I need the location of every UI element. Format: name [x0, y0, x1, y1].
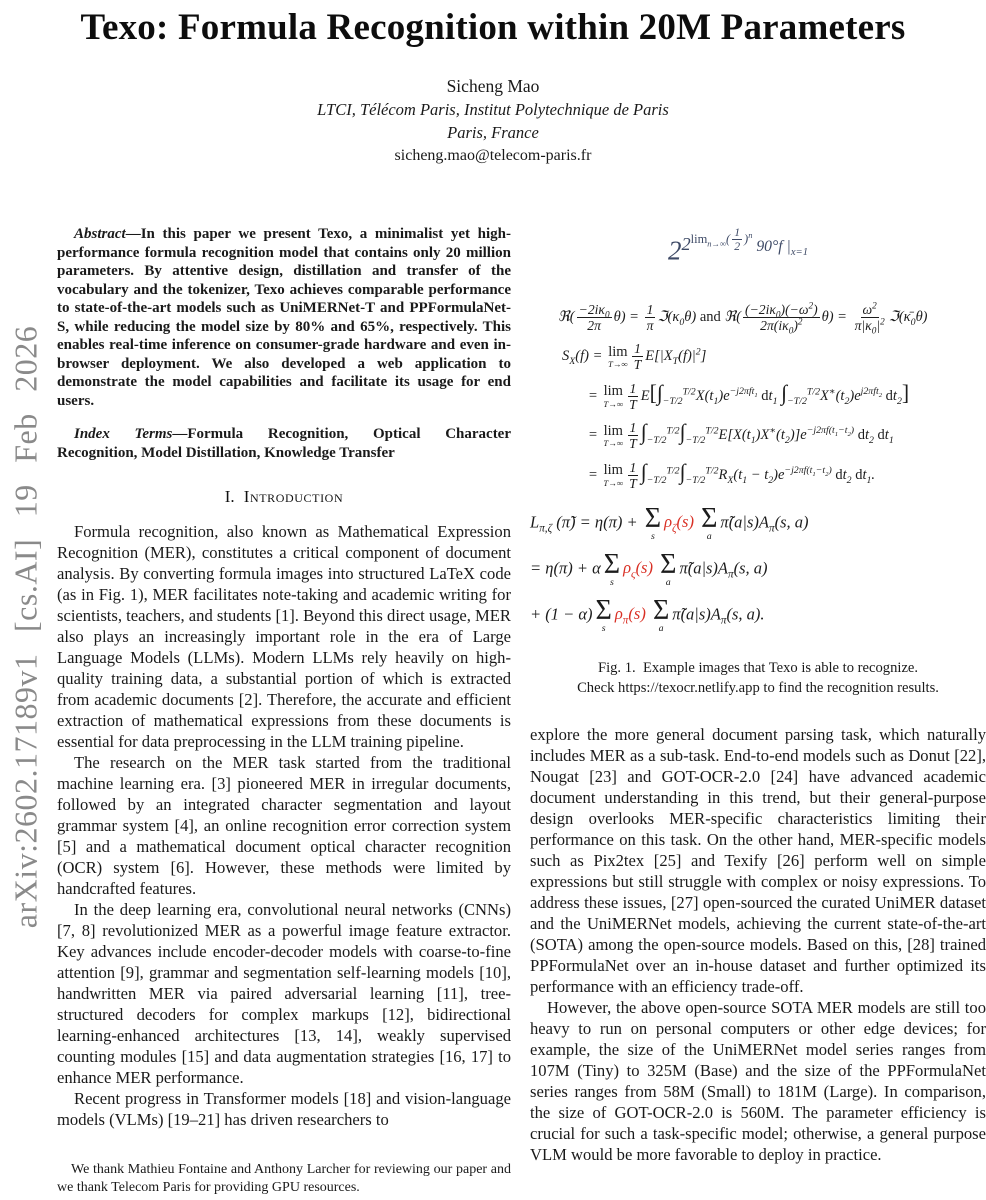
- author-affiliation: LTCI, Télécom Paris, Institut Polytechnique de Paris: [317, 100, 669, 119]
- right-column: [530, 210, 986, 1165]
- formula-real-imaginary: ℜ( $\frac{-2i\kappa_0}{2\pi}$ θ) = $\frac{1}{\pi}$ $ℑ(\kappa_0\theta)$ and ℜ( $\frac{(-2i\kappa_0)(-\omega^2)}{2\pi(i\kappa_0)^2}$ θ) = $\frac{\omega^2}{\pi|\kappa_0|^2}$ $ℑ(\kappā_0\theta)$: [558, 301, 928, 337]
- formula-line: + (1 − α) Σ s $\rho_\pi(s)$ Σ a $\pĩ(a|s)A_\pi(s$, a).: [530, 595, 765, 635]
- formula-line: $S_X(f)$ = lim T→∞ $\frac{1}{T}$ $E[|X_T(f)|^2]$: [562, 341, 707, 373]
- paragraph-intro-5: However, the above open-source SOTA MER models are still too heavy to run on personal computers or other edge devices; for example, the size of the UniMERNet model series ranges from 107M (Tiny) to 325M (Base) and the size of the PPFormulaNet series ranges from 58M (Small) to 181M (Large). In comparison, the size of GOT-OCR-2.0 is 560M. The parameter efficiency is crucial for such a task-specific model; otherwise, a general purpose VLM would be more favorable to deploy in practice.: [530, 997, 986, 1164]
- formula-line: = lim T→∞ $\frac{1}{T}$ $E[\int_{-T/2}^{T/2}X(t_1)e^{-j2\pi ft_1}$ $dt_1$ $\int_{-T/2}^{T/2}X^∗(t_2)e^{j2\pi ft_2}$ $dt_2$]: [588, 380, 910, 412]
- formula-line: = η(π) + α Σ s $\rho_\varsigma(s)$ Σ a $\pĩ(a|s)A_\pi(s$, a): [530, 549, 768, 589]
- formula-power-limit: $2^{2^{lim_{n\to\infty}( \frac{1}{2} )^n}}$ $^{90^\circ f |_{x=1}}$: [667, 226, 809, 266]
- arxiv-watermark: arXiv:2602.17189v1 [cs.AI] 19 Feb 2026: [7, 325, 44, 929]
- paragraph-intro-1: Formula recognition, also known as Mathematical Expression Recognition (MER), constitutes a critical component of document analysis. By converting formula images into structured LaTeX code (as in Fig. 1), MER facilitates note-taking and academic writing for scientists, teachers, and students [1]. Beyond this direct usage, MER also plays an increasingly important role in the era of Large Language Models (LLMs). Modern LLMs rely heavily on high-quality training data, a substantial portion of which is extracted from academic documents [2]. Therefore, the accurate and efficient extraction of mathematical expressions from these documents is essential for data preprocessing in the LLM training pipeline.: [57, 522, 511, 751]
- paragraph-intro-2: The research on the MER task started from the traditional machine learning era. [3] pioneered MER in irregular documents, followed by an integrated character segmentation and layout grammar system [4], an online recognition error correction system [5] and a mathematical document optical character recognition (OCR) system [6]. However, these methods were limited by handcrafted features.: [57, 753, 511, 898]
- figure-caption: [530, 658, 986, 698]
- abstract-label: Abstract: [74, 226, 126, 242]
- author-name: Sicheng Mao: [446, 76, 540, 96]
- section-heading-introduction: [57, 486, 511, 507]
- caption-suffix: to find the recognition results.: [763, 679, 939, 696]
- author-location: Paris, France: [447, 123, 539, 142]
- index-terms-label: Index Terms: [74, 426, 173, 442]
- formula-line: = lim T→∞ $\frac{1}{T}$ $\int_{-T/2}^{T/2}\int_{-T/2}^{T/2}E[X(t_1)X^∗(t_2)]e^{-j2\pi f(t_1-t_2)}$ $dt_2$ $dt_1$: [588, 420, 894, 452]
- author-block: [0, 75, 986, 167]
- right-column-text: [530, 724, 986, 1165]
- formula-psd-derivation: [562, 341, 986, 491]
- formula-line: $L_{\pi,\zeta}$ (π̃) = η(π) + Σ s $\rho_\zeta(s)$ Σ a $\pĩ(a|s)A_\pi(s$, a): [530, 503, 809, 543]
- index-terms-text: —Formula Recognition, Optical Character Recognition, Model Distillation, Knowledge Transfer: [57, 426, 512, 461]
- thanks-footnote: We thank Mathieu Fontaine and Anthony Larcher for reviewing our paper and we thank Telecom Paris for providing GPU resources.: [57, 1162, 511, 1195]
- section-name: Introduction: [243, 487, 344, 506]
- paragraph-intro-4-continued: explore the more general document parsing task, which naturally includes MER as a sub-task. End-to-end models such as Donut [22], Nougat [23] and GOT-OCR-2.0 [24] have advanced academic document understanding in this trend, but their general-purpose design overlooks MER-specific characteristics limiting their performance on this task. On the other hand, MER-specific models such as Pix2tex [25] and Texify [26] perform well on simple expressions but still struggle with complex or noisy expressions. To address these issues, [27] open-sourced the curated UniMER dataset and the UniMERNet models, achieving the current state-of-the-art (SOTA) among the open-source models. Based on this, [28] trained PPFormulaNet over an in-house dataset and further optimized its performance with an efficiency trade-off.: [530, 724, 986, 996]
- abstract: [57, 225, 511, 410]
- section-number: I.: [224, 487, 235, 506]
- paragraph-intro-3: In the deep learning era, convolutional neural networks (CNNs) [7, 8] revolutionized MER as a powerful image feature extractor. Key advances include encoder-decoder models with coarse-to-fine attention [9], grammar and segmentation self-learning models [10], handwritten MER via paired adversarial learning [11], tree-structured decoders for complex markups [12], bidirectional learning-enhanced architectures [13, 14], weakly supervised counting modules [15] and data augmentation strategies [16, 17] to enhance MER performance.: [57, 900, 511, 1087]
- paper-title: Texo: Formula Recognition within 20M Parameters: [80, 7, 906, 48]
- figure-caption-line1: Fig. 1. Example images that Texo is able to recognize.: [597, 659, 919, 676]
- formula-line: = lim T→∞ $\frac{1}{T}$ $\int_{-T/2}^{T/2}\int_{-T/2}^{T/2}R_X(t_1 - t_2)e^{-j2\pi f(t_1-t_2)}$ $dt_2$ $dt_1$.: [588, 459, 876, 491]
- author-email: sicheng.mao@telecom-paris.fr: [394, 147, 592, 164]
- texocr-demo-link[interactable]: https://texocr.netlify.app: [618, 679, 760, 696]
- formula-surrogate-loss: [530, 505, 986, 634]
- index-terms: [57, 425, 511, 462]
- caption-prefix: Check: [577, 679, 615, 696]
- left-column: [57, 210, 511, 1130]
- figure-caption-line2: [530, 678, 986, 698]
- paragraph-intro-4: Recent progress in Transformer models [18] and vision-language models (VLMs) [19–21] has driven researchers to: [57, 1089, 511, 1129]
- abstract-text: —In this paper we present Texo, a minimalist yet high-performance formula recognition model that contains only 20 million parameters. By attentive design, distillation and transfer of the vocabulary and the tokenizer, Texo achieves comparable performance to state-of-the-art models such as UniMERNet-T and PPFormulaNet-S, while reducing the model size by 80% and 65%, respectively. This enables real-time inference on consumer-grade hardware and even in-browser deployment. We also developed a web application to demonstrate the model capabilities and facilitate its usage for end users.: [57, 226, 511, 409]
- figure-1: [530, 226, 986, 698]
